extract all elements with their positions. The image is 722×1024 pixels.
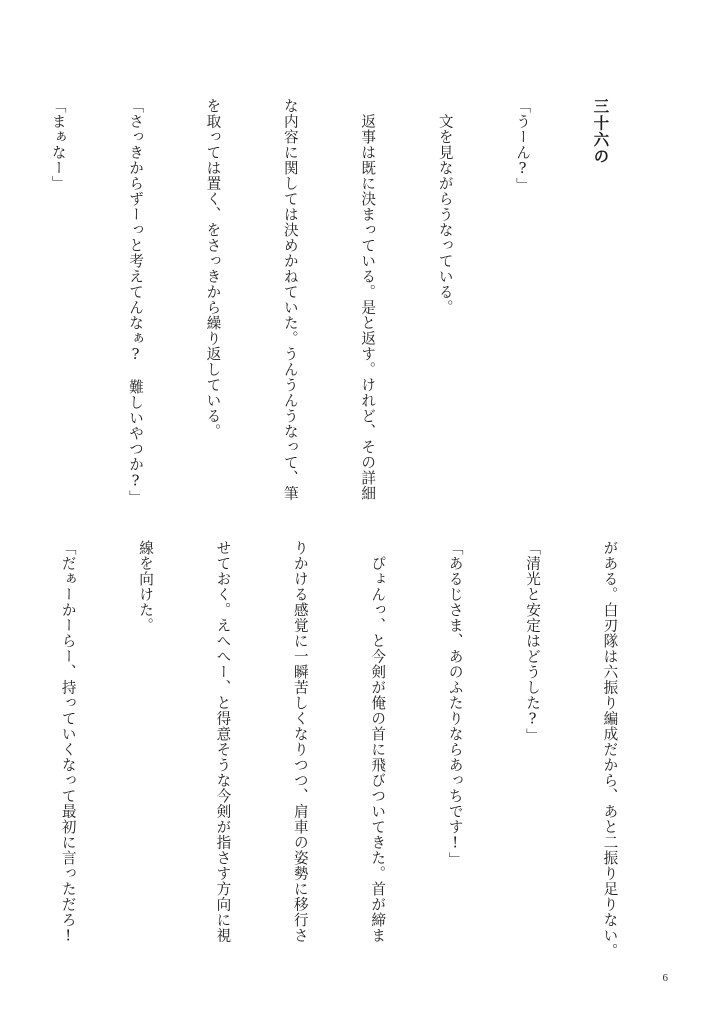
- text-line: 文を見ながらうなっている。: [436, 98, 454, 315]
- text-line: 「うーん?」: [514, 98, 532, 194]
- lower-text-block: [0, 540, 674, 972]
- upper-text-block: [0, 98, 664, 530]
- text-line: 「あるじさま、あのふたりならあっちです!」: [446, 540, 464, 868]
- text-line: を取っては置く、をさっきから繰り返している。: [204, 98, 222, 439]
- text-line: 「清光と安定はどうした?」: [524, 540, 542, 744]
- text-line: 「さっきからずーっと考えてんなぁ? 難しいやつか?」: [127, 98, 145, 506]
- page-number: 6: [662, 972, 668, 984]
- text-line: 「まぁなー」: [49, 98, 67, 191]
- text-line: 線を向けた。: [137, 540, 155, 633]
- page-title: 三十六の: [591, 98, 610, 165]
- text-line: [0, 540, 3, 972]
- text-line: 「だぁーかーらー、持っていくなって最初に言っただろ!: [59, 540, 77, 946]
- text-line: がある。白刃隊は六振り編成だから、あと二振り足りない。: [601, 540, 619, 959]
- text-line: ぴょんっ、と今剣が俺の首に飛びついてきた。首が締ま: [369, 540, 387, 943]
- text-line: せておく。えへへー、と得意そうな今剣が指さす方向に視: [214, 540, 232, 943]
- text-line: 返事は既に決まっている。是と返す。けれど、その詳細: [359, 98, 377, 501]
- text-line: な内容に関しては決めかねていた。うんうんうなって、筆: [281, 98, 299, 501]
- text-line: りかける感覚に一瞬苦しくなりつつ、肩車の姿勢に移行さ: [291, 540, 309, 943]
